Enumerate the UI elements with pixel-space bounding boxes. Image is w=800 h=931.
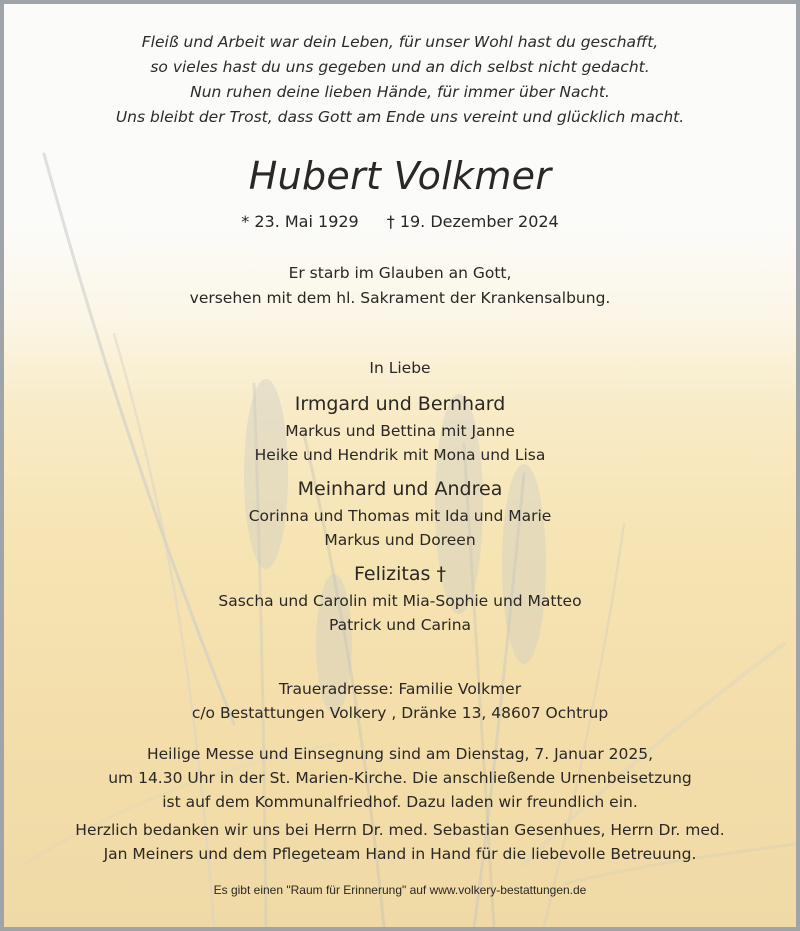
life-dates: [4, 212, 796, 231]
family-head: Irmgard und Bernhard: [294, 393, 506, 415]
family-head: Felizitas †: [354, 563, 446, 585]
mourners-intro: In Liebe: [369, 359, 431, 377]
family-member: Markus und Doreen: [324, 531, 476, 549]
service-line: um 14.30 Uhr in der St. Marien-Kirche. Die anschließende Urnenbeisetzung: [108, 769, 692, 787]
family-member: Patrick und Carina: [328, 616, 472, 634]
death-date: † 19. Dezember 2024: [386, 212, 559, 231]
deceased-name: Hubert Volkmer: [248, 154, 552, 198]
service-line: Heilige Messe und Einsegnung sind am Dienstag, 7. Januar 2025,: [146, 745, 653, 763]
poem-line: Nun ruhen deine lieben Hände, für immer über Nacht.: [190, 83, 610, 101]
family-head: Meinhard und Andrea: [297, 478, 503, 500]
poem-line: so vieles hast du uns gegeben und an dich selbst nicht gedacht.: [150, 58, 650, 76]
obituary-card: [4, 4, 796, 927]
poem-line: Fleiß und Arbeit war dein Leben, für unser Wohl hast du geschafft,: [141, 33, 659, 51]
service-line: ist auf dem Kommunalfriedhof. Dazu laden wir freundlich ein.: [162, 793, 638, 811]
poem-line: Uns bleibt der Trost, dass Gott am Ende uns vereint und glücklich macht.: [115, 108, 685, 126]
address-line: c/o Bestattungen Volkery , Dränke 13, 48607 Ochtrup: [191, 704, 609, 722]
thanks-line: Herzlich bedanken wir uns bei Herrn Dr. med. Sebastian Gesenhues, Herrn Dr. med.: [75, 821, 725, 839]
address-line: Traueradresse: Familie Volkmer: [278, 680, 522, 698]
thanks-line: Jan Meiners und dem Pflegeteam Hand in Hand für die liebevolle Betreuung.: [103, 845, 697, 863]
family-member: Markus und Bettina mit Janne: [285, 422, 515, 440]
family-member: Sascha und Carolin mit Mia-Sophie und Matteo: [218, 592, 582, 610]
faith-line: versehen mit dem hl. Sakrament der Krankensalbung.: [189, 289, 611, 307]
birth-date: * 23. Mai 1929: [241, 212, 359, 231]
faith-line: Er starb im Glauben an Gott,: [288, 264, 512, 282]
memorial-website-note: Es gibt einen "Raum für Erinnerung" auf www.volkery-bestattungen.de: [213, 883, 587, 897]
family-member: Heike und Hendrik mit Mona und Lisa: [254, 446, 546, 464]
family-member: Corinna und Thomas mit Ida und Marie: [248, 507, 552, 525]
wheat-background-illustration: [4, 4, 796, 927]
